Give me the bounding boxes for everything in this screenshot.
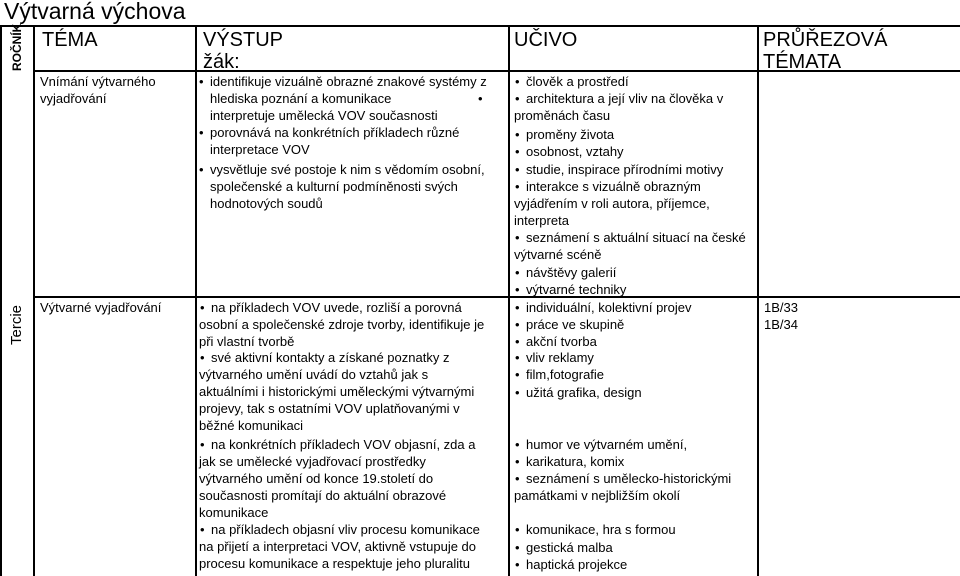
col-divider-1 [33,25,35,576]
col-divider-2 [195,25,197,576]
header-prurez-1: PRŮŘEZOVÁ [763,29,888,51]
ucivo-line: proměnách času [514,108,611,124]
tema-line: vyjadřování [40,91,107,107]
row1-ucivo-2 [514,90,723,124]
vystup-line: na přijetí a interpretaci VOV, aktivně vstupuje do [199,539,477,555]
prurez-code: 1B/33 [764,300,798,315]
header-vystup: VÝSTUP [203,29,284,51]
vystup-line: současnosti promítají do aktuální obrazové [199,488,447,504]
vystup-line-wrap [200,349,474,366]
row2-prurez [764,299,798,333]
row2-tema [40,299,161,316]
header-zak: žák: [203,51,240,73]
row2-ucivo-8 [526,453,624,470]
ucivo-line: výtvarné scéně [514,247,602,263]
vystup-line: výtvarného umění od konce 19.století do [199,471,434,487]
ucivo-line: • člověk a prostředí [526,74,629,89]
vystup-line: při vlastní tvorbě [199,334,295,350]
row1-ucivo-9 [526,281,626,298]
row1-ucivo-4 [526,143,624,160]
row1-vystup-1 [210,73,487,124]
ucivo-line: • haptická projekce [526,557,628,572]
col-divider-4 [757,25,759,576]
vystup-line: aktuálními i historickými uměleckými výtvarnými [199,384,475,400]
bullet: • [200,350,205,365]
row2-ucivo-2 [526,316,624,333]
vystup-line: interpretuje umělecká VOV současnosti [210,108,438,124]
vystup-line: své aktivní kontakty a získané poznatky z [211,350,450,365]
row2-vystup-4 [199,521,480,572]
header-rocnik: ROČNÍK [10,23,24,71]
ucivo-line: • akční tvorba [526,334,597,349]
row2-ucivo-4 [526,349,594,366]
row2-ucivo-3 [526,333,597,350]
bullet: • [200,522,205,537]
bullet: • [515,179,520,194]
vystup-line: na příkladech objasní vliv procesu komunikace [211,522,480,537]
vystup-line-wrap [200,521,480,538]
table-border-top [0,25,960,27]
vystup-line: procesu komunikace a respektuje jeho pluralitu [199,556,470,572]
ucivo-line: • práce ve skupině [526,317,625,332]
row2-ucivo-6 [526,384,642,401]
ucivo-line: • užitá grafika, design [526,385,642,400]
row2-vystup-2 [199,349,474,434]
row1-ucivo-3 [526,126,614,143]
row-divider [34,296,960,298]
ucivo-line: architektura a její vliv na člověka v [526,91,724,106]
row2-ucivo-5 [526,366,604,383]
ucivo-line: seznámení s aktuální situací na české [526,230,746,245]
stray-bullet: • [478,91,483,106]
bullet: • [200,300,205,315]
vystup-line: výtvarného umění uvádí do vztahů jak s [199,367,429,383]
row2-ucivo-7 [526,436,687,453]
header-ucivo: UČIVO [514,29,578,51]
row1-vystup-2 [210,124,459,158]
vystup-line: projevy, tak s ostatními VOV uplatňovanými v [199,401,460,417]
bullet: • [515,91,520,106]
vystup-line: osobní a společenské zdroje tvorby, identifikuje je [199,317,485,333]
ucivo-line: vyjádřením v roli autora, příjemce, [514,196,710,212]
row1-ucivo-6 [514,178,710,229]
vystup-line: jak se umělecké vyjadřovací prostředky [199,454,426,470]
prurez-code: 1B/34 [764,317,798,333]
row2-vystup-3 [199,436,476,521]
row1-ucivo-8 [526,264,616,281]
tema-line: Vnímání výtvarného [40,74,156,89]
bullet: • [200,437,205,452]
ucivo-line-wrap [515,229,746,246]
vystup-line: na příkladech VOV uvede, rozliší a porovná [211,300,462,315]
row1-vystup-3 [210,161,485,212]
year-label: Tercie [8,305,25,346]
vystup-line: • identifikuje vizuálně obrazné znakové systémy z [210,74,487,89]
header-prurez-2: TÉMATA [763,51,842,73]
vystup-line: společenské a kulturní podmíněnosti svých [210,179,458,195]
bullet: • [515,471,520,486]
bullet: • [515,230,520,245]
row1-tema [40,73,156,107]
row1-ucivo-1 [526,73,629,90]
vystup-line-wrap [200,436,476,453]
ucivo-line: • film,fotografie [526,367,605,382]
ucivo-line: • výtvarné techniky [526,282,627,297]
table-border-left [0,25,2,576]
ucivo-line: • proměny života [526,127,615,142]
vystup-line: hlediska poznání a komunikace [210,91,392,107]
ucivo-line-wrap [515,178,710,195]
vystup-line: hodnotových soudů [210,196,323,212]
vystup-line: komunikace [199,505,269,521]
vystup-line: interpretace VOV [210,142,310,158]
ucivo-line: • studie, inspirace přírodními motivy [526,162,724,177]
page-title: Výtvarná výchova [4,0,186,24]
ucivo-line: interakce s vizuálně obrazným [526,179,701,194]
vystup-line: na konkrétních příkladech VOV objasní, zda a [211,437,476,452]
ucivo-line: interpreta [514,213,569,229]
row2-ucivo-12 [526,556,627,573]
ucivo-line-wrap [515,470,732,487]
row1-ucivo-7 [514,229,746,263]
ucivo-line: • individuální, kolektivní projev [526,300,692,315]
row2-ucivo-11 [526,539,613,556]
ucivo-line: • osobnost, vztahy [526,144,624,159]
row2-vystup-1 [199,299,484,350]
vystup-line: • porovnává na konkrétních příkladech různé [210,125,460,140]
ucivo-line: • vliv reklamy [526,350,594,365]
ucivo-line: seznámení s umělecko-historickými [526,471,732,486]
vystup-line: • vysvětluje své postoje k nim s vědomím osobní, [210,162,485,177]
row2-ucivo-10 [526,521,676,538]
row2-ucivo-1 [526,299,691,316]
col-divider-3 [508,25,510,576]
ucivo-line: • karikatura, komix [526,454,625,469]
ucivo-line: • návštěvy galerií [526,265,617,280]
vystup-line-wrap [200,299,484,316]
row2-ucivo-9 [514,470,731,504]
ucivo-line: památkami v nejbližším okolí [514,488,681,504]
tema-line: Výtvarné vyjadřování [40,300,162,315]
ucivo-line: • humor ve výtvarném umění, [526,437,688,452]
ucivo-line-wrap [515,90,724,107]
vystup-line: běžné komunikaci [199,418,304,434]
ucivo-line: • komunikace, hra s formou [526,522,676,537]
header-tema: TÉMA [42,29,98,51]
ucivo-line: • gestická malba [526,540,613,555]
row1-ucivo-5 [526,161,723,178]
